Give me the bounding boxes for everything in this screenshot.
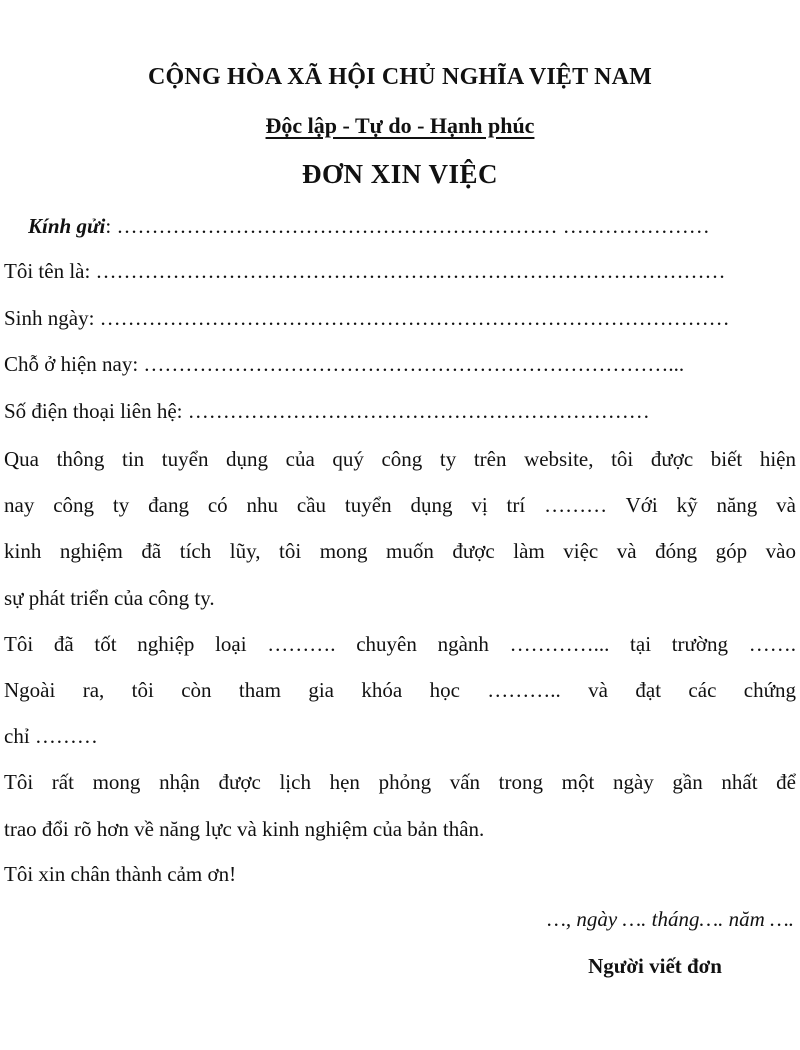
name-field: Tôi tên là: ……………………………………………………………………………… (4, 259, 726, 283)
paragraph-2-line-1: Tôi đã tốt nghiệp loại ………. chuyên ngành …………... tại trường ……. (4, 632, 796, 656)
national-title: CỘNG HÒA XÃ HỘI CHỦ NGHĨA VIỆT NAM (148, 64, 652, 90)
paragraph-1-line-4: sự phát triển của công ty. (4, 586, 215, 610)
paragraph-3-line-1: Tôi rất mong nhận được lịch hẹn phỏng vấn trong một ngày gần nhất để (4, 770, 796, 794)
recipient-label: Kính gửi (28, 214, 106, 238)
closing-thanks: Tôi xin chân thành cảm ơn! (4, 862, 237, 886)
address-field: Chỗ ở hiện nay: …………………………………………………………………... (4, 352, 685, 376)
phone-field: Số điện thoại liên hệ: ………………………………………………………… (4, 399, 650, 423)
date-line: …, ngày …. tháng…. năm …. (547, 907, 794, 931)
paragraph-1-line-1: Qua thông tin tuyển dụng của quý công ty trên website, tôi được biết hiện (4, 447, 796, 471)
recipient-line (28, 211, 796, 241)
paragraph-2-line-2: Ngoài ra, tôi còn tham gia khóa học ……….. và đạt các chứng (4, 678, 796, 702)
birth-field: Sinh ngày: ……………………………………………………………………………… (4, 306, 730, 330)
paragraph-2-line-3: chỉ ……… (4, 724, 98, 748)
paragraph-3-line-2: trao đổi rõ hơn về năng lực và kinh nghiệm của bản thân. (4, 817, 485, 841)
signer-label: Người viết đơn (588, 954, 722, 978)
motto: Độc lập - Tự do - Hạnh phúc (265, 113, 535, 138)
document-title: ĐƠN XIN VIỆC (301, 159, 499, 189)
paragraph-1-line-2: nay công ty đang có nhu cầu tuyển dụng vị trí ……… Với kỹ năng và (4, 493, 796, 517)
paragraph-1-line-3: kinh nghiệm đã tích lũy, tôi mong muốn được làm việc và đóng góp vào (4, 539, 796, 563)
recipient-dots: : ……………………………………………………… ………………… (105, 214, 710, 238)
